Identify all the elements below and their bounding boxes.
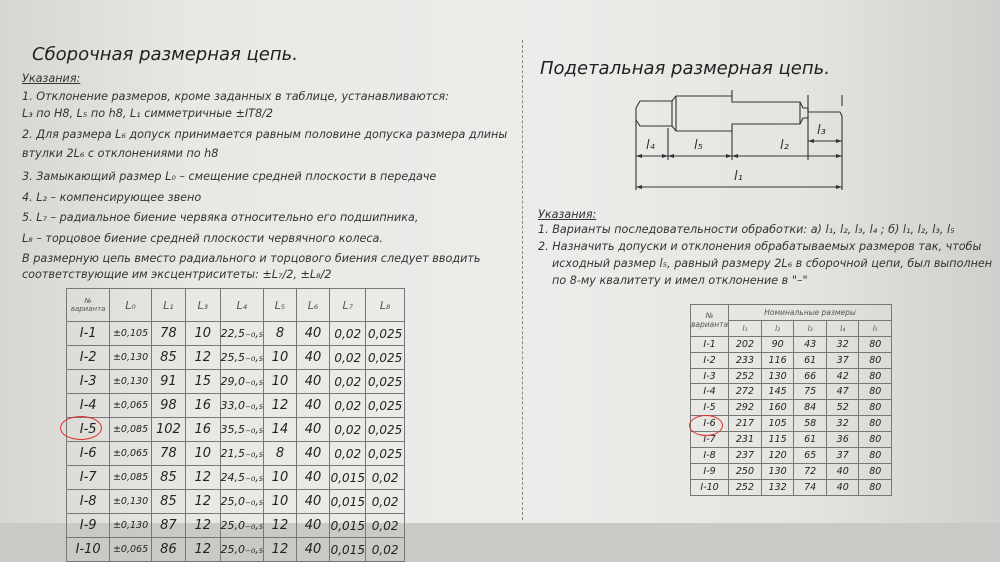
- table-cell: 80: [859, 368, 892, 384]
- table-cell: 12: [186, 490, 220, 514]
- highlight-circle-right: [689, 415, 723, 436]
- table-cell: 32: [826, 336, 859, 352]
- table-row: [691, 463, 892, 479]
- table-cell: 120: [761, 448, 794, 464]
- table-cell: 12: [264, 514, 297, 538]
- left-note-line: В размерную цепь вместо радиального и торцового биения следует вводить: [22, 252, 481, 265]
- dimension-label-l3: l₃: [817, 123, 826, 138]
- table-cell: 86: [151, 538, 185, 562]
- table-cell: 87: [151, 514, 185, 538]
- table-cell: 80: [859, 384, 892, 400]
- table-cell: ±0,085: [110, 418, 152, 442]
- column-header: l₂: [761, 320, 794, 336]
- table-cell: 25,5₋₀,₅: [220, 346, 264, 370]
- table-cell: 250: [729, 463, 762, 479]
- table-cell: I-3: [67, 370, 110, 394]
- table-cell: I-10: [67, 538, 110, 562]
- table-cell: 22,5₋₀,₅: [220, 322, 264, 346]
- table-cell: 132: [761, 479, 794, 495]
- table-cell: 80: [859, 448, 892, 464]
- left-note-line: соответствующие им эксцентриситеты: ±L₇/2, ±L₈/2: [22, 268, 332, 281]
- table-cell: 0,015: [330, 490, 366, 514]
- table-cell: 102: [151, 418, 185, 442]
- table-row: [691, 400, 892, 416]
- column-header: L₃: [186, 289, 220, 322]
- dimension-label-l2: l₂: [780, 138, 789, 153]
- table-cell: ±0,130: [110, 370, 152, 394]
- table-cell: 25,0₋₀,₅: [220, 490, 264, 514]
- table-cell: 0,025: [366, 394, 405, 418]
- right-note-line: по 8-му квалитету и имел отклонение в "–": [552, 274, 808, 287]
- table-row: [691, 368, 892, 384]
- table-cell: 12: [186, 514, 220, 538]
- table-cell: 80: [859, 336, 892, 352]
- column-header: № варианта: [67, 289, 110, 322]
- table-cell: I-2: [691, 352, 729, 368]
- table-cell: I-8: [67, 490, 110, 514]
- table-cell: ±0,105: [110, 322, 152, 346]
- table-cell: 80: [859, 479, 892, 495]
- table-cell: 12: [264, 394, 297, 418]
- left-note-line: 1. Отклонение размеров, кроме заданных в таблице, устанавливаются:: [22, 90, 449, 103]
- table-cell: 0,02: [330, 322, 366, 346]
- table-cell: 33,0₋₀,₅: [220, 394, 264, 418]
- table-cell: ±0,065: [110, 442, 152, 466]
- table-cell: 40: [296, 538, 330, 562]
- right-notes-heading: Указания:: [538, 208, 597, 221]
- table-cell: 66: [794, 368, 827, 384]
- table-cell: 8: [264, 322, 297, 346]
- table-cell: I-3: [691, 368, 729, 384]
- table-cell: 90: [761, 336, 794, 352]
- table-cell: 145: [761, 384, 794, 400]
- table-cell: 237: [729, 448, 762, 464]
- left-note-line: 2. Для размера L₆ допуск принимается равным половине допуска размера длины: [22, 128, 508, 141]
- column-header: L₁: [151, 289, 185, 322]
- table-cell: 292: [729, 400, 762, 416]
- table-cell: 85: [151, 346, 185, 370]
- column-header: L₀: [110, 289, 152, 322]
- table-cell: 0,02: [330, 346, 366, 370]
- table-cell: 37: [826, 352, 859, 368]
- table-cell: I-2: [67, 346, 110, 370]
- table-cell: 91: [151, 370, 185, 394]
- table-cell: 40: [296, 490, 330, 514]
- table-cell: 10: [186, 442, 220, 466]
- table-row: [691, 448, 892, 464]
- table-cell: 72: [794, 463, 827, 479]
- table-cell: 78: [151, 442, 185, 466]
- table-cell: 85: [151, 466, 185, 490]
- table-cell: 217: [729, 416, 762, 432]
- table-cell: I-4: [691, 384, 729, 400]
- table-cell: 12: [186, 466, 220, 490]
- left-notes-heading: Указания:: [22, 72, 81, 85]
- table-cell: 40: [296, 370, 330, 394]
- table-row: [691, 432, 892, 448]
- table-cell: 80: [859, 463, 892, 479]
- table-cell: 8: [264, 442, 297, 466]
- right-title: Подетальная размерная цепь.: [540, 58, 830, 79]
- left-note-line: втулки 2L₆ с отклонениями по h8: [22, 147, 219, 160]
- table-cell: 43: [794, 336, 827, 352]
- table-cell: 0,025: [366, 370, 405, 394]
- table-cell: 231: [729, 432, 762, 448]
- column-header: L₄: [220, 289, 264, 322]
- table-cell: 12: [186, 346, 220, 370]
- table-cell: ±0,065: [110, 394, 152, 418]
- table-cell: 47: [826, 384, 859, 400]
- table-cell: 40: [296, 418, 330, 442]
- part-chain-table: [690, 304, 892, 496]
- left-note-line: 5. L₇ – радиальное биение червяка относительно его подшипника,: [22, 211, 419, 224]
- table-row: [691, 336, 892, 352]
- table-cell: 16: [186, 418, 220, 442]
- table-cell: 40: [296, 394, 330, 418]
- table-cell: 10: [264, 490, 297, 514]
- table-cell: I-9: [67, 514, 110, 538]
- table-cell: 10: [264, 346, 297, 370]
- table-cell: I-5: [691, 400, 729, 416]
- table-cell: 0,015: [330, 466, 366, 490]
- table-cell: 0,025: [366, 418, 405, 442]
- table-cell: 85: [151, 490, 185, 514]
- table-cell: I-7: [67, 466, 110, 490]
- table-cell: 0,02: [330, 370, 366, 394]
- table-cell: 52: [826, 400, 859, 416]
- table-cell: 0,025: [366, 346, 405, 370]
- table-row: [691, 384, 892, 400]
- table-cell: 65: [794, 448, 827, 464]
- table-cell: ±0,130: [110, 514, 152, 538]
- table-cell: 272: [729, 384, 762, 400]
- table-cell: 80: [859, 432, 892, 448]
- table-cell: 40: [826, 479, 859, 495]
- left-note-line: L₈ – торцовое биение средней плоскости червячного колеса.: [22, 232, 383, 245]
- table-cell: 14: [264, 418, 297, 442]
- column-header: l₄: [826, 320, 859, 336]
- table-cell: 0,02: [330, 394, 366, 418]
- table-cell: 0,025: [366, 442, 405, 466]
- variant-header: № варианта: [691, 305, 729, 337]
- table-cell: 80: [859, 352, 892, 368]
- table-cell: 12: [186, 538, 220, 562]
- table-cell: I-1: [691, 336, 729, 352]
- table-cell: 32: [826, 416, 859, 432]
- table-cell: 0,015: [330, 514, 366, 538]
- table-cell: 37: [826, 448, 859, 464]
- table-cell: I-8: [691, 448, 729, 464]
- column-header: L₅: [264, 289, 297, 322]
- table-cell: 25,0₋₀,₅: [220, 514, 264, 538]
- table-cell: 40: [296, 466, 330, 490]
- table-cell: 24,5₋₀,₅: [220, 466, 264, 490]
- table-cell: 10: [264, 466, 297, 490]
- column-header: L₇: [330, 289, 366, 322]
- table-cell: 80: [859, 416, 892, 432]
- table-cell: 36: [826, 432, 859, 448]
- table-row: [67, 538, 405, 562]
- table-cell: 16: [186, 394, 220, 418]
- table-cell: 25,0₋₀,₅: [220, 538, 264, 562]
- table-cell: 35,5₋₀,₅: [220, 418, 264, 442]
- table-cell: 202: [729, 336, 762, 352]
- table-cell: 42: [826, 368, 859, 384]
- table-cell: I-4: [67, 394, 110, 418]
- table-cell: I-7: [691, 432, 729, 448]
- table-cell: ±0,065: [110, 538, 152, 562]
- table-cell: 0,02: [366, 466, 405, 490]
- table-cell: ±0,085: [110, 466, 152, 490]
- table-cell: 61: [794, 352, 827, 368]
- right-note-line: 1. Варианты последовательности обработки: а) l₁, l₂, l₃, l₄ ; б) l₁, l₂, l₃, l₅: [538, 223, 955, 236]
- table-cell: 40: [296, 514, 330, 538]
- table-cell: 0,02: [330, 442, 366, 466]
- column-header: l₅: [859, 320, 892, 336]
- table-cell: 40: [296, 442, 330, 466]
- table-cell: 15: [186, 370, 220, 394]
- table-cell: ±0,130: [110, 346, 152, 370]
- table-cell: I-6: [691, 416, 729, 432]
- table-cell: 21,5₋₀,₅: [220, 442, 264, 466]
- table-cell: 0,025: [366, 322, 405, 346]
- table-cell: 115: [761, 432, 794, 448]
- left-title: Сборочная размерная цепь.: [32, 44, 298, 65]
- table-cell: 58: [794, 416, 827, 432]
- table-cell: 40: [826, 463, 859, 479]
- table-header-row: [691, 305, 892, 321]
- table-cell: 78: [151, 322, 185, 346]
- table-cell: 40: [296, 346, 330, 370]
- table-cell: 29,0₋₀,₅: [220, 370, 264, 394]
- table-cell: I-10: [691, 479, 729, 495]
- table-cell: 0,02: [366, 490, 405, 514]
- table-cell: 61: [794, 432, 827, 448]
- table-cell: I-6: [67, 442, 110, 466]
- table-cell: 0,02: [366, 514, 405, 538]
- table-cell: 130: [761, 463, 794, 479]
- right-note-line: 2. Назначить допуски и отклонения обрабатываемых размеров так, чтобы: [538, 240, 982, 253]
- dimension-label-l5: l₅: [694, 138, 703, 153]
- table-cell: 160: [761, 400, 794, 416]
- column-header: L₆: [296, 289, 330, 322]
- table-cell: I-1: [67, 322, 110, 346]
- table-cell: 0,02: [330, 418, 366, 442]
- table-cell: I-5: [67, 418, 110, 442]
- table-cell: 252: [729, 479, 762, 495]
- left-note-line: 3. Замыкающий размер L₀ – смещение средней плоскости в передаче: [22, 170, 437, 183]
- column-header: l₃: [794, 320, 827, 336]
- table-cell: I-9: [691, 463, 729, 479]
- left-note-line: L₃ по Н8, L₅ по h8, L₁ симметричные ±IT8/2: [22, 107, 273, 120]
- table-cell: 233: [729, 352, 762, 368]
- table-cell: 98: [151, 394, 185, 418]
- table-cell: 105: [761, 416, 794, 432]
- dimension-label-l1: l₁: [734, 169, 743, 184]
- table-cell: ±0,130: [110, 490, 152, 514]
- table-cell: 116: [761, 352, 794, 368]
- column-header: L₈: [366, 289, 405, 322]
- highlight-circle-left: [60, 416, 102, 440]
- table-cell: 10: [186, 322, 220, 346]
- table-cell: 130: [761, 368, 794, 384]
- right-note-line: исходный размер l₅, равный размеру 2L₆ в сборочной цепи, был выполнен: [552, 257, 993, 270]
- table-cell: 74: [794, 479, 827, 495]
- table-cell: 75: [794, 384, 827, 400]
- left-note-line: 4. L₂ – компенсирующее звено: [22, 191, 202, 204]
- table-cell: 0,02: [366, 538, 405, 562]
- table-cell: 40: [296, 322, 330, 346]
- group-header: Номинальные размеры: [729, 305, 892, 321]
- table-cell: 12: [264, 538, 297, 562]
- column-header: l₁: [729, 320, 762, 336]
- table-cell: 84: [794, 400, 827, 416]
- table-row: [691, 352, 892, 368]
- table-row: [691, 479, 892, 495]
- table-cell: 80: [859, 400, 892, 416]
- table-cell: 10: [264, 370, 297, 394]
- dimension-label-l4: l₄: [646, 138, 655, 153]
- table-cell: 0,015: [330, 538, 366, 562]
- table-cell: 252: [729, 368, 762, 384]
